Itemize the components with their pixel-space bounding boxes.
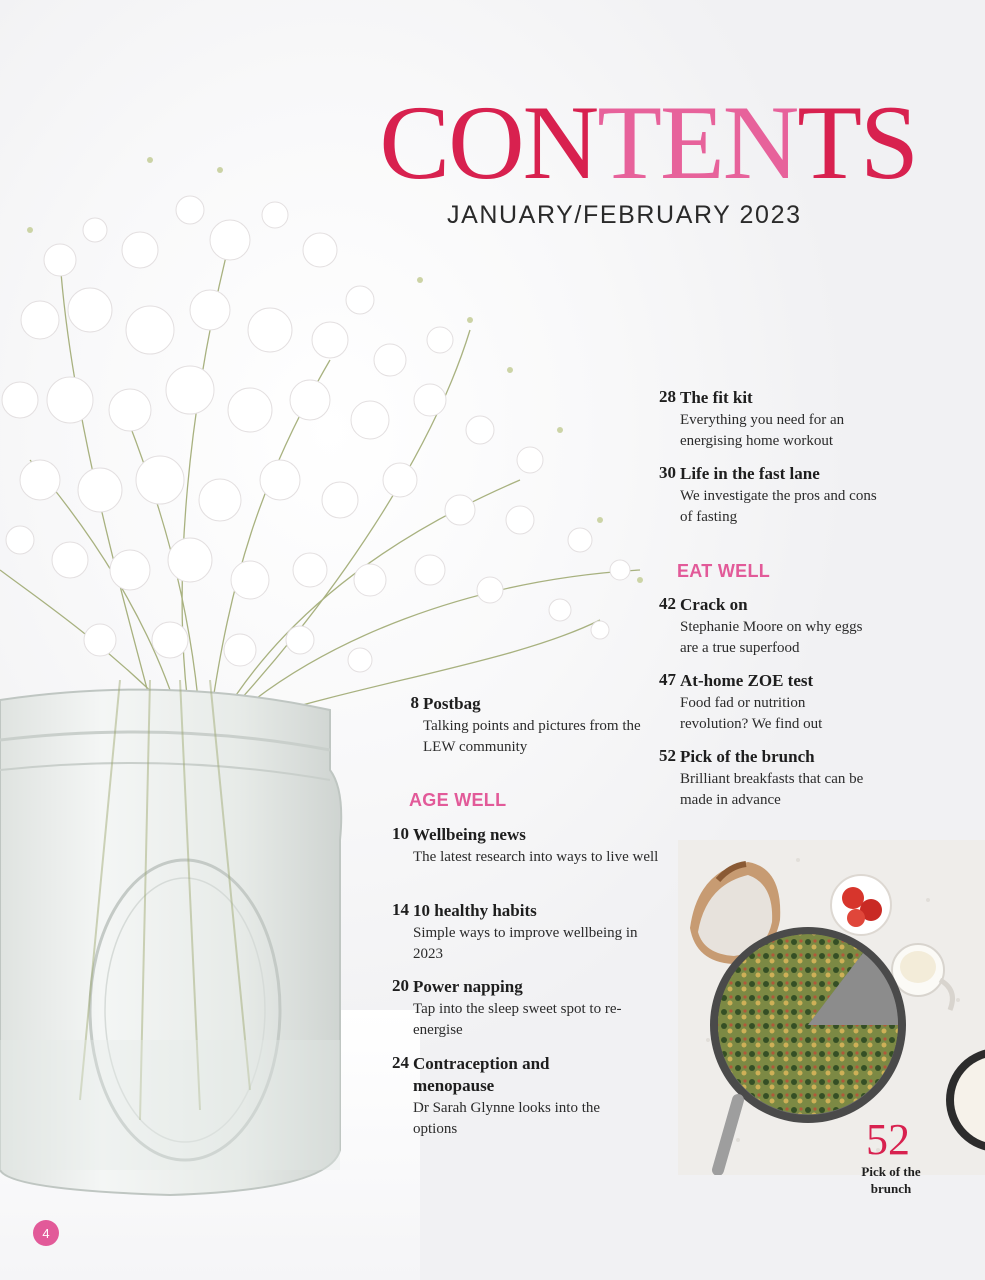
toc-page-number: 10 (392, 824, 409, 843)
toc-page-number: 8 (410, 693, 419, 712)
toc-title: Wellbeing news (413, 825, 526, 844)
title-part-2: TEN (597, 84, 798, 201)
toc-description: The latest research into ways to live well (413, 849, 659, 865)
toc-title: 10 healthy habits (413, 901, 537, 920)
title-part-1: CON (379, 84, 598, 201)
toc-title: The fit kit (680, 388, 753, 407)
toc-page-number: 47 (659, 670, 676, 689)
section-heading-eat-well: EAT WELL (677, 561, 771, 581)
page-title (379, 84, 917, 201)
toc-description: Stephanie Moore on why eggs are a true superfood (680, 619, 863, 656)
toc-title: Contraception and menopause (413, 1054, 550, 1095)
toc-title: Pick of the brunch (680, 747, 815, 766)
feature-page-number: 52 (866, 1115, 910, 1164)
title-part-3: TS (797, 84, 917, 201)
toc-title: Postbag (423, 694, 481, 713)
toc-description: Talking points and pictures from the LEW community (423, 718, 641, 755)
brunch-food-photo[interactable] (678, 840, 985, 1175)
toc-page-number: 30 (659, 463, 676, 482)
toc-title: At-home ZOE test (680, 671, 814, 690)
feature-caption: Pick of the brunch (861, 1164, 921, 1196)
toc-page-number: 14 (392, 900, 409, 919)
toc-description: Food fad or nutrition revolution? We find out (680, 695, 823, 732)
toc-page-number: 24 (392, 1053, 409, 1072)
toc-description: Simple ways to improve wellbeing in 2023 (413, 925, 638, 962)
toc-page-number: 28 (659, 387, 676, 406)
toc-page-number: 20 (392, 976, 409, 995)
toc-title: Life in the fast lane (680, 464, 820, 483)
toc-description: Brilliant breakfasts that can be made in advance (680, 771, 864, 808)
toc-description: Tap into the sleep sweet spot to re-energise (413, 1001, 622, 1038)
issue-date: JANUARY/FEBRUARY 2023 (447, 201, 802, 229)
page-number-badge: 4 (33, 1220, 59, 1246)
toc-title: Power napping (413, 977, 523, 996)
toc-title: Crack on (680, 595, 748, 614)
toc-page-number: 42 (659, 594, 676, 613)
toc-description: We investigate the pros and cons of fasting (680, 488, 877, 525)
glass-jar-illustration (0, 680, 360, 1200)
toc-description: Everything you need for an energising home workout (680, 412, 845, 449)
toc-page-number: 52 (659, 746, 676, 765)
toc-description: Dr Sarah Glynne looks into the options (413, 1100, 601, 1137)
section-heading-age-well: AGE WELL (409, 790, 507, 810)
